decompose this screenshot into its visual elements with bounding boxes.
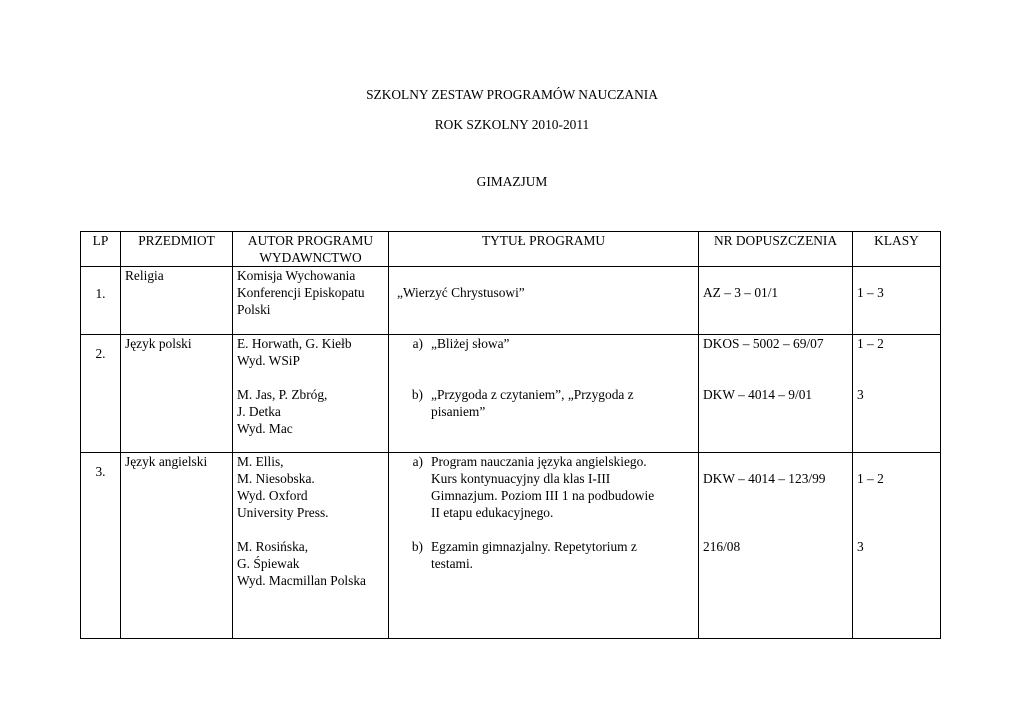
- header-przedmiot: PRZEDMIOT: [121, 232, 233, 267]
- klasy-text: 1 – 2: [857, 336, 884, 351]
- row-number: 3.: [95, 464, 106, 479]
- autor-line: Komisja Wychowania: [237, 268, 356, 283]
- autor-line: Wyd. Mac: [237, 421, 293, 436]
- row-tytul: [389, 335, 699, 453]
- autor-line: E. Horwath, G. Kiełb: [237, 336, 352, 351]
- list-marker: b): [411, 387, 423, 402]
- nr-text: DKOS – 5002 – 69/07: [703, 336, 824, 351]
- tytul-line: „Bliżej słowa”: [431, 336, 510, 351]
- row-number: 1.: [95, 286, 106, 301]
- row-autor: [233, 335, 389, 453]
- row-nr: [699, 335, 853, 453]
- school-type-heading: GIMAZJUM: [476, 174, 548, 189]
- row-lp: [81, 453, 121, 639]
- table-row: [81, 267, 941, 335]
- row-tytul: [389, 453, 699, 639]
- list-marker: b): [411, 539, 423, 554]
- tytul-line: Gimnazjum. Poziom III 1 na podbudowie: [431, 488, 655, 503]
- autor-line: M. Ellis,: [237, 454, 284, 469]
- autor-line: Wyd. Macmillan Polska: [237, 573, 366, 588]
- tytul-line: Program nauczania języka angielskiego.: [431, 454, 647, 469]
- nr-text: DKW – 4014 – 123/99: [703, 471, 826, 486]
- autor-line: Wyd. Oxford: [237, 488, 308, 503]
- list-marker: a): [412, 454, 423, 469]
- autor-line: G. Śpiewak: [237, 556, 300, 571]
- tytul-line: pisaniem”: [431, 404, 486, 419]
- klasy-text: 3: [857, 539, 864, 554]
- row-nr: [699, 453, 853, 639]
- header-tytul: TYTUŁ PROGRAMU: [389, 232, 699, 267]
- header-nr: NR DOPUSZCZENIA: [699, 232, 853, 267]
- klasy-text: 3: [857, 387, 864, 402]
- header-autor: [233, 232, 389, 267]
- tytul-line: II etapu edukacyjnego.: [431, 505, 554, 520]
- klasy-text: 1 – 3: [857, 285, 884, 300]
- row-klasy: [853, 267, 941, 335]
- row-przedmiot: Język angielski: [121, 453, 233, 639]
- row-klasy: [853, 453, 941, 639]
- autor-line: University Press.: [237, 505, 329, 520]
- tytul-text: „Wierzyć Chrystusowi”: [397, 285, 525, 300]
- row-autor: [233, 267, 389, 335]
- nr-text: AZ – 3 – 01/1: [703, 285, 779, 300]
- list-marker: a): [412, 336, 423, 351]
- autor-line: Polski: [237, 302, 271, 317]
- table-row: [81, 453, 941, 639]
- tytul-item-a: [393, 453, 694, 521]
- row-number: 2.: [95, 346, 106, 361]
- autor-line: M. Jas, P. Zbróg,: [237, 387, 328, 402]
- tytul-line: Kurs kontynuacyjny dla klas I-III: [431, 471, 611, 486]
- header-autor-line1: AUTOR PROGRAMU: [247, 233, 374, 248]
- row-autor: [233, 453, 389, 639]
- header-autor-line2: WYDAWNCTWO: [259, 250, 362, 265]
- nr-text: DKW – 4014 – 9/01: [703, 387, 813, 402]
- row-lp: [81, 335, 121, 453]
- row-lp: [81, 267, 121, 335]
- row-nr: [699, 267, 853, 335]
- autor-line: M. Niesobska.: [237, 471, 315, 486]
- row-przedmiot: Religia: [121, 267, 233, 335]
- row-przedmiot: Język polski: [121, 335, 233, 453]
- table-header-row: [81, 232, 941, 267]
- autor-line: Konferencji Episkopatu: [237, 285, 365, 300]
- tytul-item-b: [393, 538, 694, 572]
- tytul-line: testami.: [431, 556, 474, 571]
- document-title: SZKOLNY ZESTAW PROGRAMÓW NAUCZANIA: [366, 87, 658, 102]
- tytul-line: „Przygoda z czytaniem”, „Przygoda z: [431, 387, 634, 402]
- tytul-item-b: [393, 386, 694, 420]
- header-klasy: KLASY: [853, 232, 941, 267]
- klasy-text: 1 – 2: [857, 471, 884, 486]
- tytul-line: Egzamin gimnazjalny. Repetytorium z: [431, 539, 637, 554]
- row-klasy: [853, 335, 941, 453]
- nr-text: 216/08: [703, 539, 741, 554]
- table-row: [81, 335, 941, 453]
- tytul-item-a: [393, 335, 694, 352]
- school-year-heading: ROK SZKOLNY 2010-2011: [434, 117, 590, 132]
- row-tytul: [389, 267, 699, 335]
- autor-line: J. Detka: [237, 404, 281, 419]
- autor-line: Wyd. WSiP: [237, 353, 300, 368]
- programs-table: [80, 231, 941, 639]
- autor-line: M. Rosińska,: [237, 539, 309, 554]
- header-lp: LP: [81, 232, 121, 267]
